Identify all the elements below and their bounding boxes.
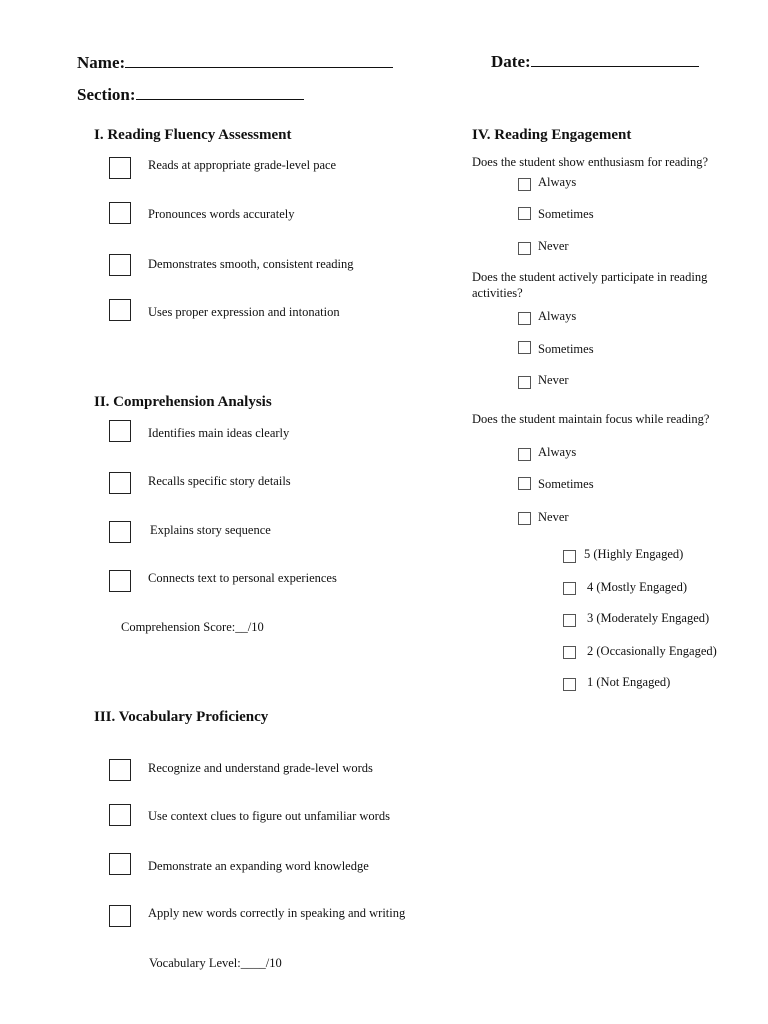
comprehension-section-title: II. Comprehension Analysis — [94, 394, 272, 410]
date-label: Date: — [491, 52, 531, 71]
q2-never-checkbox[interactable] — [518, 376, 531, 389]
scale-5-label: 5 (Highly Engaged) — [584, 547, 684, 561]
comprehension-checkbox-2[interactable] — [109, 472, 131, 494]
vocabulary-checkbox-2[interactable] — [109, 804, 131, 826]
name-input-line[interactable] — [125, 50, 393, 68]
q1-never-checkbox[interactable] — [518, 242, 531, 255]
section-label: Section: — [77, 85, 136, 104]
fluency-item-3: Demonstrates smooth, consistent reading — [148, 257, 354, 271]
q1-always-checkbox[interactable] — [518, 178, 531, 191]
q1-always-label: Always — [538, 175, 577, 189]
scale-1-checkbox[interactable] — [563, 678, 576, 691]
comprehension-score: Comprehension Score:__/10 — [121, 620, 264, 634]
q3-sometimes-checkbox[interactable] — [518, 477, 531, 490]
fluency-checkbox-2[interactable] — [109, 202, 131, 224]
scale-4-label: 4 (Mostly Engaged) — [587, 580, 687, 594]
fluency-item-1: Reads at appropriate grade-level pace — [148, 158, 337, 172]
q3-never-checkbox[interactable] — [518, 512, 531, 525]
name-field[interactable] — [77, 50, 393, 73]
scale-1-label: 1 (Not Engaged) — [587, 675, 671, 689]
vocabulary-item-1: Recognize and understand grade-level words — [148, 761, 373, 775]
fluency-section-title: I. Reading Fluency Assessment — [94, 127, 292, 143]
q1-sometimes-label: Sometimes — [538, 207, 594, 221]
q2-sometimes-label: Sometimes — [538, 342, 594, 356]
q3-always-label: Always — [538, 445, 577, 459]
q3-always-checkbox[interactable] — [518, 448, 531, 461]
fluency-item-4: Uses proper expression and intonation — [148, 305, 340, 319]
engagement-question-2: Does the student actively participate in reading activities? — [472, 270, 708, 300]
scale-2-checkbox[interactable] — [563, 646, 576, 659]
fluency-item-2: Pronounces words accurately — [148, 207, 295, 221]
scale-5-checkbox[interactable] — [563, 550, 576, 563]
q1-sometimes-checkbox[interactable] — [518, 207, 531, 220]
q2-always-label: Always — [538, 309, 577, 323]
q3-sometimes-label: Sometimes — [538, 477, 594, 491]
vocabulary-checkbox-3[interactable] — [109, 853, 131, 875]
q2-always-checkbox[interactable] — [518, 312, 531, 325]
section-field[interactable] — [77, 82, 304, 105]
vocabulary-item-4: Apply new words correctly in speaking and writing — [148, 906, 406, 920]
comprehension-item-1: Identifies main ideas clearly — [148, 426, 290, 440]
scale-3-checkbox[interactable] — [563, 614, 576, 627]
fluency-checkbox-3[interactable] — [109, 254, 131, 276]
vocabulary-checkbox-4[interactable] — [109, 905, 131, 927]
q2-sometimes-checkbox[interactable] — [518, 341, 531, 354]
comprehension-item-3: Explains story sequence — [150, 523, 271, 537]
engagement-question-3: Does the student maintain focus while reading? — [472, 412, 710, 426]
comprehension-checkbox-4[interactable] — [109, 570, 131, 592]
name-label: Name: — [77, 53, 126, 72]
section-input-line[interactable] — [136, 82, 304, 100]
q3-never-label: Never — [538, 510, 569, 524]
comprehension-item-2: Recalls specific story details — [148, 474, 291, 488]
q1-never-label: Never — [538, 239, 569, 253]
engagement-question-1: Does the student show enthusiasm for reading? — [472, 155, 709, 169]
fluency-checkbox-1[interactable] — [109, 157, 131, 179]
comprehension-item-4: Connects text to personal experiences — [148, 571, 337, 585]
date-input-line[interactable] — [531, 49, 699, 67]
engagement-section-title: IV. Reading Engagement — [472, 127, 632, 143]
fluency-checkbox-4[interactable] — [109, 299, 131, 321]
vocabulary-item-3: Demonstrate an expanding word knowledge — [148, 859, 369, 873]
comprehension-checkbox-3[interactable] — [109, 521, 131, 543]
scale-2-label: 2 (Occasionally Engaged) — [587, 644, 717, 658]
scale-3-label: 3 (Moderately Engaged) — [587, 611, 710, 625]
date-field[interactable] — [491, 49, 699, 72]
scale-4-checkbox[interactable] — [563, 582, 576, 595]
vocabulary-section-title: III. Vocabulary Proficiency — [94, 709, 269, 725]
vocabulary-checkbox-1[interactable] — [109, 759, 131, 781]
vocabulary-level: Vocabulary Level:____/10 — [149, 956, 282, 970]
vocabulary-item-2: Use context clues to figure out unfamiliar words — [148, 809, 390, 823]
comprehension-checkbox-1[interactable] — [109, 420, 131, 442]
q2-never-label: Never — [538, 373, 569, 387]
